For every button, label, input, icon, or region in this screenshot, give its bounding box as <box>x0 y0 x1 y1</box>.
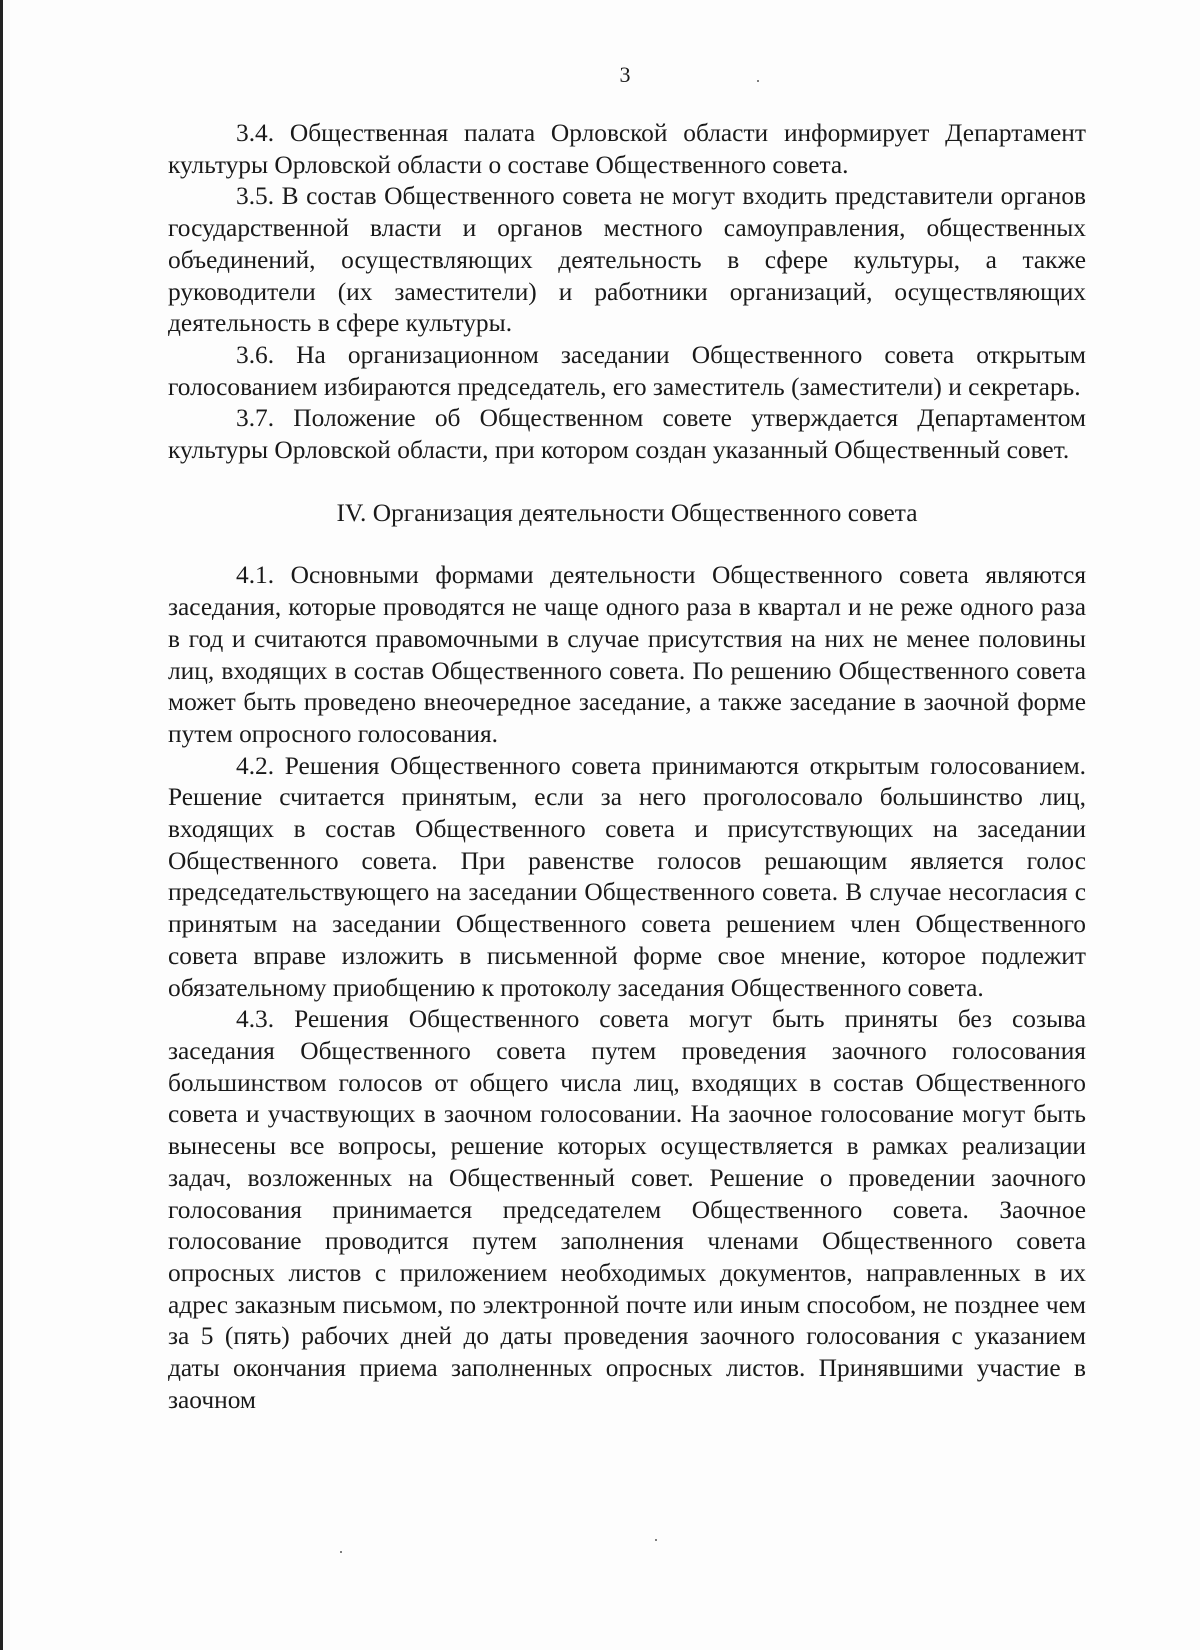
scan-speck <box>655 1539 657 1541</box>
paragraph-4-2: 4.2. Решения Общественного совета принимаются открытым голосованием. Решение считается принятым, если за него проголосовало большинство лиц, входящих в состав Общественного совета и присутствующих на заседании Общественного совета. При равенстве голосов решающим является голос председательствующего на заседании Общественного совета. В случае несогласия с принятым на заседании Общественного совета решением член Общественного совета вправе изложить в письменной форме свое мнение, которое подлежит обязательному приобщению к протоколу заседания Общественного совета. <box>168 751 1086 1002</box>
scan-speck <box>757 80 759 82</box>
paragraph-3-4: 3.4. Общественная палата Орловской области информирует Департамент культуры Орловской области о составе Общественного совета. <box>168 119 1086 179</box>
page-number: 3 <box>619 62 631 87</box>
paragraph-4-3: 4.3. Решения Общественного совета могут быть приняты без созыва заседания Общественного совета путем проведения заочного голосования большинством голосов от общего числа лиц, входящих в состав Общественного совета и участвующих в заочном голосовании. На заочное голосование могут быть вынесены все вопросы, решение которых осуществляется в рамках реализации задач, возложенных на Общественный совет. Решение о проведении заочного голосования принимается председателем Общественного совета. Заочное голосование проводится путем заполнения членами Общественного совета опросных листов с приложением необходимых документов, направленных в их адрес заказным письмом, по электронной почте или иным способом, не позднее чем за 5 (пять) рабочих дней до даты проведения заочного голосования с указанием даты окончания приема заполненных опросных листов. Принявшими участие в заочном <box>168 1005 1086 1414</box>
paragraph-4-1: 4.1. Основными формами деятельности Общественного совета являются заседания, которые проводятся не чаще одного раза в квартал и не реже одного раза в год и считаются правомочными в случае присутствия на них не менее половины лиц, входящих в состав Общественного совета. По решению Общественного совета может быть проведено внеочередное заседание, а также заседание в заочной форме путем опросного голосования. <box>168 561 1086 748</box>
paragraph-3-6: 3.6. На организационном заседании Общественного совета открытым голосованием избираются председатель, его заместитель (заместители) и секретарь. <box>168 340 1086 401</box>
paragraph-3-7: 3.7. Положение об Общественном совете утверждается Департаментом культуры Орловской области, при котором создан указанный Общественный совет. <box>168 404 1086 465</box>
paragraph-3-5: 3.5. В состав Общественного совета не могут входить представители органов государственной власти и органов местного самоуправления, общественных объединений, осуществляющих деятельность в сфере культуры, а также руководители (их заместители) и работники организаций, осуществляющих деятельность в сфере культуры. <box>168 182 1086 338</box>
document-body <box>168 118 1086 1416</box>
section-4-heading: IV. Организация деятельности Общественного совета <box>336 498 918 527</box>
scan-edge <box>0 0 3 1650</box>
scan-speck <box>340 1551 342 1553</box>
